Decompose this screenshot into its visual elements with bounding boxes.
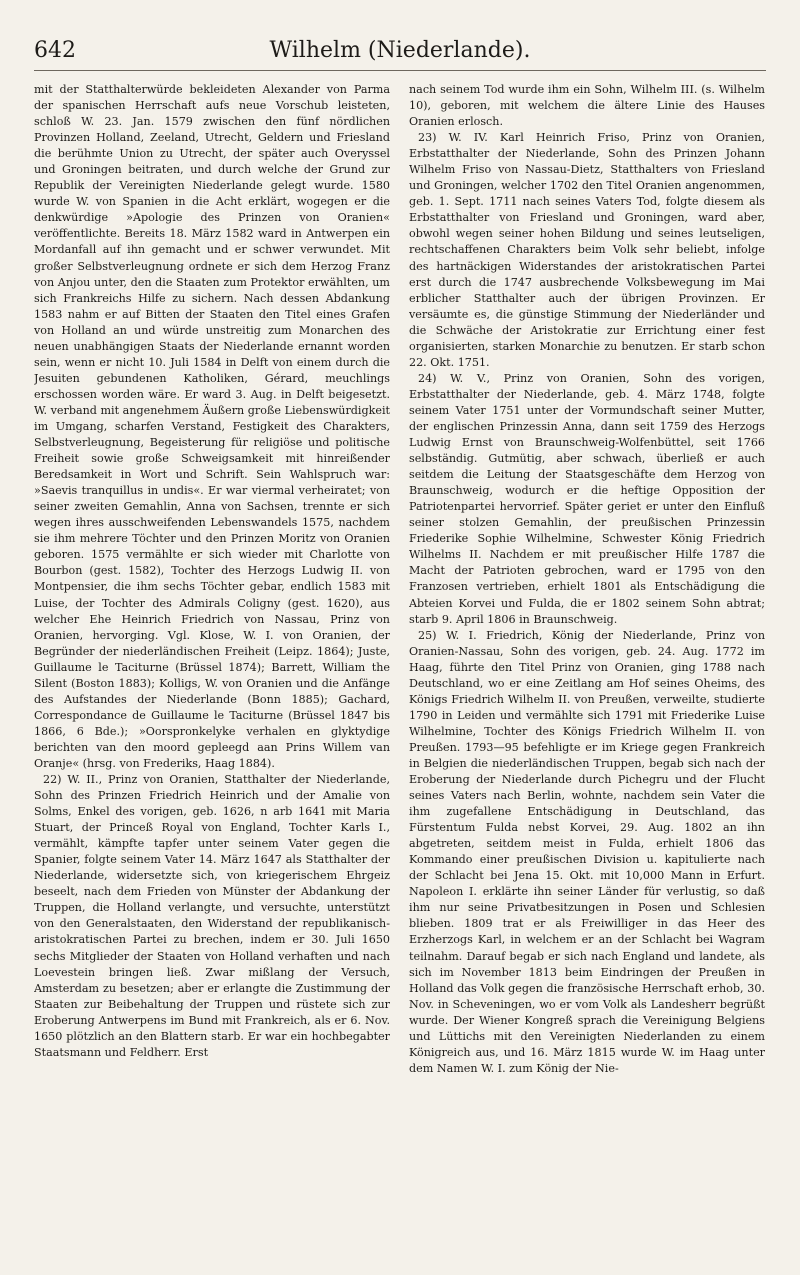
paragraph: mit der Statthalterwürde bekleideten Alexander von Parma der spanischen Herrschaft aufs neue Vorschub leisteten, schloß W. 23. Jan. 1579 zwischen den fünf nördlichen Provinzen Holland, Zeeland, Utrecht, Geldern und Friesland die berühmte Union zu Utrecht, der später auch Overyssel und Groningen beitraten, und durch welche der Grund zur Republik der Vereinigten Niederlande gelegt wurde. 1580 wurde W. von Spanien in die Acht erklärt, wogegen er die denkwürdige »Apologie des Prinzen von Oranien« veröffentlichte. Bereits 18. März 1582 ward in Antwerpen ein Mordanfall auf ihn gemacht und er schwer verwundet. Mit großer Selbstverleugnung ordnete er sich dem Herzog Franz von Anjou unter, den die Staaten zum Protektor erwählten, um sich Frankreichs Hilfe zu sichern. Nach dessen Abdankung 1583 nahm er auf Bitten der Staaten den Titel eines Grafen von Holland an und würde unstreitig zum Monarchen des neuen unabhängigen Staats der Niederlande ernannt worden sein, wenn er nicht 10. Juli 1584 in Delft von einem durch die Jesuiten gebundenen Katholiken, Gérard, meuchlings erschossen worden wäre. Er ward 3. Aug. in Delft beigesetzt. W. verband mit angenehmem Äußern große Liebenswürdigkeit im Umgang, scharfen Verstand, Festigkeit des Charakters, Selbstverleugnung, Begeisterung für religiöse und politische Freiheit sowie große Schweigsamkeit mit hinreißender Beredsamkeit in Wort und Schrift. Sein Wahlspruch war: »Saevis tranquillus in undis«. Er war viermal verheiratet; von seiner zweiten Gemahlin, Anna von Sachsen, trennte er sich wegen ihres ausschweifenden Lebenswandels 1575, nachdem sie ihm mehrere Töchter und den Prinzen Moritz von Oranien geboren. 1575 vermählte er sich wieder mit Charlotte von Bourbon (gest. 1582), Tochter des Herzogs Ludwig II. von Montpensier, die ihm sechs Töchter gebar, endlich 1583 mit Luise, der Tochter des Admirals Coligny (gest. 1620), aus welcher Ehe Heinrich Friedrich von Nassau, Prinz von Oranien, hervorging. Vgl. Klose, W. I. von Oranien, der Begründer der niederländischen Freiheit (Leipz. 1864); Juste, Guillaume le Taciturne (Brüssel 1874); Barrett, William the Silent (Boston 1883); Kolligs, W. von Oranien und die Anfänge des Aufstandes der Niederlande (Bonn 1885); Gachard, Correspondance de Guillaume le Taciturne (Brüssel 1847 bis 1866, 6 Bde.); »Oorspronkelyke verhalen en glyktydige berichten van den moord gepleegd aan Prins Willem van Oranje« (hrsg. von Frederiks, Haag 1884). <box>34 83 390 770</box>
page-header <box>34 38 766 68</box>
left-column <box>34 82 390 1262</box>
paragraph: nach seinem Tod wurde ihm ein Sohn, Wilhelm III. (s. Wilhelm 10), geboren, mit welchem die ältere Linie des Hauses Oranien erlosch. <box>409 83 765 129</box>
page-number: 642 <box>34 38 76 63</box>
paragraph: 22) W. II., Prinz von Oranien, Statthalter der Niederlande, Sohn des Prinzen Friedrich Heinrich und der Amalie von Solms, Enkel des vorigen, geb. 1626, n arb 1641 mit Maria Stuart, der Princeß Royal von England, Tochter Karls I., vermählt, kämpfte tapfer unter seinem Vater gegen die Spanier, folgte seinem Vater 14. März 1647 als Statthalter der Niederlande, widersetzte sich, von kriegerischem Ehrgeiz beseelt, nach dem Frieden von Münster der Abdankung der Truppen, die Holland verlangte, und versuchte, unterstützt von den Generalstaaten, den Widerstand der republikanisch-aristokratischen Partei zu brechen, indem er 30. Juli 1650 sechs Mitglieder der Staaten von Holland verhaften und nach Loevestein bringen ließ. Zwar mißlang der Versuch, Amsterdam zu besetzen; aber er erlangte die Zustimmung der Staaten zur Beibehaltung der Truppen und rüstete sich zur Eroberung Antwerpens im Bund mit Frankreich, als er 6. Nov. 1650 plötzlich an den Blattern starb. Er war ein hochbegabter Staatsmann und Feldherr. Erst <box>34 773 390 1059</box>
running-head: Wilhelm (Niederlande). <box>269 38 531 63</box>
paragraph: 25) W. I. Friedrich, König der Niederlande, Prinz von Oranien-Nassau, Sohn des vorigen, geb. 24. Aug. 1772 im Haag, führte den Titel Prinz von Oranien, ging 1788 nach Deutschland, wo er eine Zeitlang am Hof seines Oheims, des Königs Friedrich Wilhelm II. von Preußen, verweilte, studierte 1790 in Leiden und vermählte sich 1791 mit Friederike Luise Wilhelmine, Tochter des Königs Friedrich Wilhelm II. von Preußen. 1793—95 befehligte er im Kriege gegen Frankreich in Belgien die niederländischen Truppen, begab sich nach der Eroberung der Niederlande durch Pichegru und der Flucht seines Vaters nach Berlin, wohnte, nachdem sein Vater die ihm zugefallene Entschädigung in Deutschland, das Fürstentum Fulda nebst Korvei, 29. Aug. 1802 an ihn abgetreten, seitdem meist in Fulda, erhielt 1806 das Kommando einer preußischen Division u. kapitulierte nach der Schlacht bei Jena 15. Okt. mit 10,000 Mann in Erfurt. Napoleon I. erklärte ihn seiner Länder für verlustig, so daß ihm nur seine Privatbesitzungen in Posen und Schlesien blieben. 1809 trat er als Freiwilliger in das Heer des Erzherzogs Karl, in welchem er an der Schlacht bei Wagram teilnahm. Darauf begab er sich nach England und landete, als sich im November 1813 beim Eindringen der Preußen in Holland das Volk gegen die französische Herrschaft erhob, 30. Nov. in Scheveningen, wo er vom Volk als Landesherr begrüßt wurde. Der Wiener Kongreß sprach die Vereinigung Belgiens und Lüttichs mit den Vereinigten Niederlanden zu einem Königreich aus, und 16. März 1815 wurde W. im Haag unter dem Namen W. I. zum König der Nie- <box>409 628 765 1075</box>
paragraph: 23) W. IV. Karl Heinrich Friso, Prinz von Oranien, Erbstatthalter der Niederlande, Sohn des Prinzen Johann Wilhelm Friso von Nassau-Dietz, Statthalters von Friesland und Groningen, welcher 1702 den Titel Oranien angenommen, geb. 1. Sept. 1711 nach seines Vaters Tod, folgte diesem als Erbstatthalter von Friesland und Groningen, ward aber, obwohl wegen seiner hohen Bildung und seines leutseligen, rechtschaffenen Charakters beim Volk sehr beliebt, infolge des hartnäckigen Widerstandes der aristokratischen Partei erst durch die 1747 ausbrechende Volksbewegung im Mai erblicher Statthalter auch der übrigen Provinzen. Er versäumte es, die günstige Stimmung der Niederländer und die Schwäche der Aristokratie zur Errichtung einer fest organisierten, starken Monarchie zu benutzen. Er starb schon 22. Okt. 1751. <box>409 131 765 369</box>
paragraph: 24) W. V., Prinz von Oranien, Sohn des vorigen, Erbstatthalter der Niederlande, geb. 4. März 1748, folgte seinem Vater 1751 unter der Vormundschaft seiner Mutter, der englischen Prinzessin Anna, dann seit 1759 des Herzogs Ludwig Ernst von Braunschweig-Wolfenbüttel, seit 1766 selbständig. Gutmütig, aber schwach, überließ er auch seitdem die Leitung der Staatsgeschäfte dem Herzog von Braunschweig, wodurch er die heftige Opposition der Patriotenpartei hervorrief. Später geriet er unter den Einfluß seiner stolzen Gemahlin, der preußischen Prinzessin Friederike Sophie Wilhelmine, Schwester König Friedrich Wilhelms II. Nachdem er mit preußischer Hilfe 1787 die Macht der Patrioten gebrochen, ward er 1795 von den Franzosen vertrieben, erhielt 1801 als Entschädigung die Abteien Korvei und Fulda, die er 1802 seinem Sohn abtrat; starb 9. April 1806 in Braunschweig. <box>409 371 765 626</box>
header-rule <box>34 70 766 71</box>
right-column <box>409 82 765 1262</box>
